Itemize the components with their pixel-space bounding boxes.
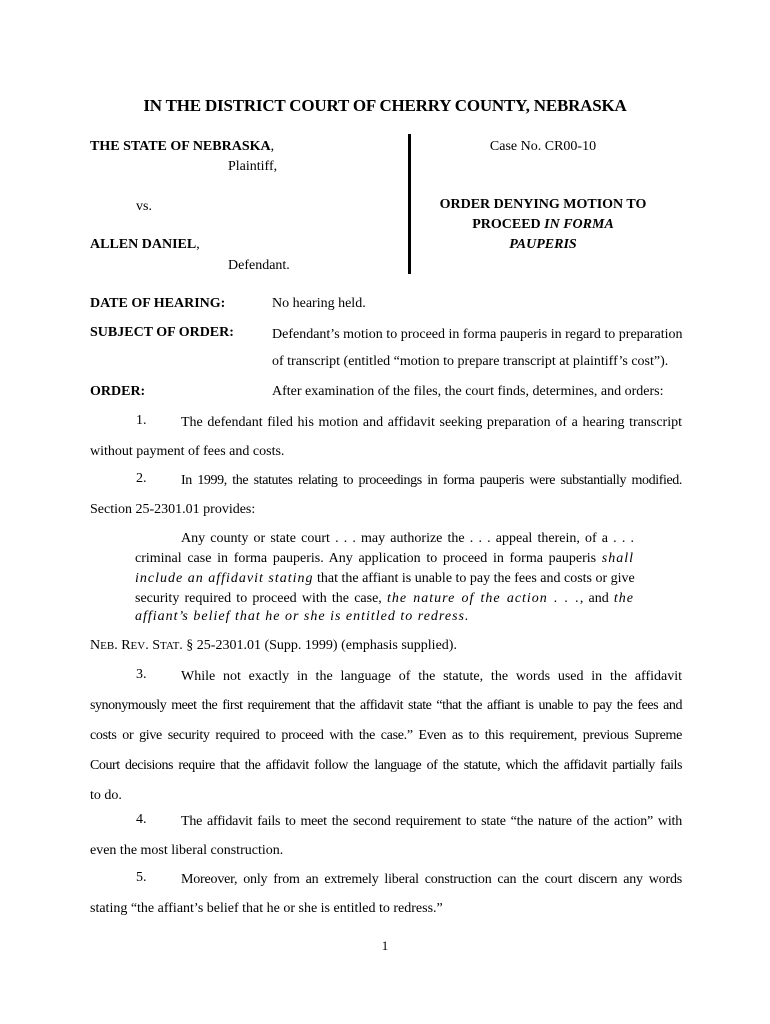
order-title-line3 [412, 237, 674, 253]
order-label: ORDER: [90, 384, 146, 399]
paragraph-2-continuation [90, 500, 682, 530]
paragraph-2-number: 2. [136, 471, 147, 486]
paragraph-3-line: to do. [90, 788, 122, 803]
paragraph-3-line: Court decisions require that the affidavit follow the language of the statute, which the affidavit partially fails [90, 758, 682, 773]
order-title-line1: ORDER DENYING MOTION TO [439, 197, 647, 212]
quote-line-5: affiant’s belief that he or she is entitled to redress. [135, 609, 470, 624]
paragraph-2 [181, 471, 682, 501]
paragraph-3-line: synonymously meet the first requirement that the affidavit state “that the affiant is unable to pay the fees and [90, 698, 682, 713]
quote-line-3: include an affidavit stating that the affiant is unable to pay the fees and costs or give [135, 571, 635, 586]
defendant-name-line [90, 237, 200, 253]
order-title-proceed: PROCEED [472, 217, 541, 232]
paragraph-2-line: In 1999, the statutes relating to proceedings in forma pauperis were substantially modified. [181, 473, 682, 488]
statute-citation: NEB. REV. STAT. § 25-2301.01 (Supp. 1999) (emphasis supplied). [90, 638, 457, 653]
paragraph-5-number: 5. [136, 870, 147, 885]
subject-line2: of transcript (entitled “motion to prepare transcript at plaintiff’s cost”). [272, 354, 669, 369]
plaintiff-comma: , [270, 139, 275, 154]
paragraph-1-line: without payment of fees and costs. [90, 444, 285, 459]
paragraph-4-number: 4. [136, 812, 147, 827]
paragraph-5 [181, 870, 682, 900]
paragraph-3 [181, 667, 682, 697]
quote-line-1: Any county or state court . . . may authorize the . . . appeal therein, of a . . . [181, 531, 634, 546]
paragraph-4 [181, 812, 682, 842]
page-number: 1 [381, 938, 389, 953]
hearing-value: No hearing held. [272, 296, 366, 311]
order-title-in-forma: IN FORMA [544, 217, 614, 232]
paragraph-4-line: The affidavit fails to meet the second requirement to state “the nature of the action” with [181, 814, 682, 829]
paragraph-3-number: 3. [136, 667, 147, 682]
hearing-label: DATE OF HEARING: [90, 296, 226, 311]
paragraph-2-line: Section 25-2301.01 provides: [90, 502, 256, 517]
plaintiff-name-line [90, 139, 274, 155]
quote-line-4: security required to proceed with the case, the nature of the action . . ., and the [135, 591, 635, 606]
order-title-line2 [412, 217, 674, 233]
quote-line-2: criminal case in forma pauperis. Any application to proceed in forma pauperis shall [135, 551, 635, 566]
paragraph-1 [181, 413, 682, 443]
plaintiff-name: THE STATE OF NEBRASKA [90, 139, 271, 154]
defendant-role: Defendant. [228, 258, 290, 273]
paragraph-1-continuation [90, 442, 682, 472]
paragraph-1-line: The defendant filed his motion and affidavit seeking preparation of a hearing transcript [181, 415, 682, 430]
order-title-pauperis: PAUPERIS [509, 237, 577, 252]
order-intro: After examination of the files, the court finds, determines, and orders: [272, 384, 664, 399]
caption-divider [408, 134, 411, 274]
defendant-comma: , [196, 237, 200, 252]
versus-label: vs. [136, 199, 152, 214]
paragraph-3-line: While not exactly in the language of the statute, the words used in the affidavit [181, 669, 682, 684]
subject-line1: Defendant’s motion to proceed in forma pauperis in regard to preparation [272, 327, 683, 342]
defendant-name: ALLEN DANIEL [90, 237, 197, 252]
subject-label: SUBJECT OF ORDER: [90, 325, 234, 340]
paragraph-5-line: Moreover, only from an extremely liberal construction can the court discern any words [181, 872, 682, 887]
case-number: Case No. CR00-10 [489, 139, 597, 154]
paragraph-5-continuation [90, 899, 682, 929]
court-title: IN THE DISTRICT COURT OF CHERRY COUNTY, NEBRASKA [143, 96, 627, 115]
paragraph-4-continuation [90, 841, 682, 871]
paragraph-4-line: even the most liberal construction. [90, 843, 284, 858]
paragraph-3-line: costs or give security required to proceed with the case.” Even as to this requirement, previous Supreme [90, 728, 682, 743]
plaintiff-role: Plaintiff, [228, 159, 278, 174]
paragraph-3-continuation [90, 696, 682, 816]
paragraph-5-line: stating “the affiant’s belief that he or she is entitled to redress.” [90, 901, 443, 916]
paragraph-1-number: 1. [136, 413, 147, 428]
